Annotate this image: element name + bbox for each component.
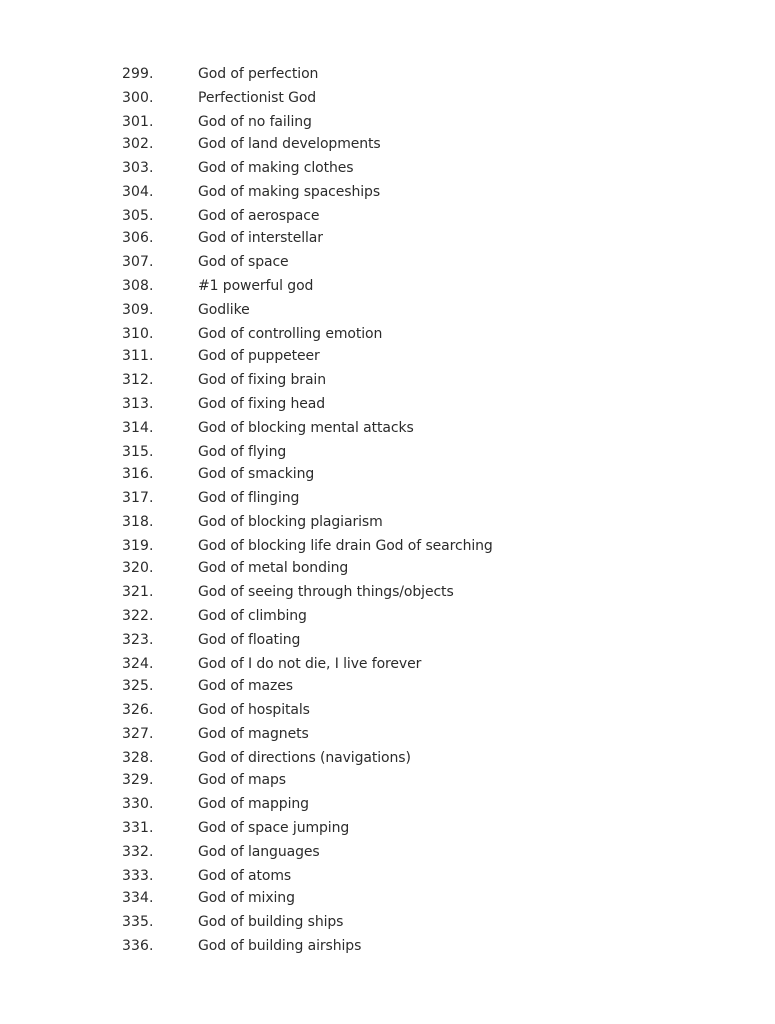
list-item bbox=[0, 866, 600, 886]
item-number: 331. bbox=[122, 820, 154, 836]
item-number: 312. bbox=[122, 372, 154, 388]
list-item bbox=[0, 252, 600, 272]
list-item bbox=[0, 418, 600, 438]
item-text: God of directions (navigations) bbox=[198, 750, 411, 766]
item-text: God of languages bbox=[198, 844, 320, 860]
list-item bbox=[0, 676, 600, 696]
list-item bbox=[0, 370, 600, 390]
item-text: God of space jumping bbox=[198, 820, 350, 836]
list-item bbox=[0, 134, 600, 154]
item-number: 309. bbox=[122, 302, 154, 318]
item-number: 314. bbox=[122, 420, 154, 436]
item-text: God of space bbox=[198, 254, 289, 270]
item-number: 327. bbox=[122, 726, 154, 742]
list-item bbox=[0, 888, 600, 908]
list-item bbox=[0, 912, 600, 932]
list-item bbox=[0, 228, 600, 248]
item-text: God of aerospace bbox=[198, 208, 320, 224]
list-item bbox=[0, 606, 600, 626]
item-text: God of flying bbox=[198, 444, 287, 460]
item-number: 330. bbox=[122, 796, 154, 812]
list-item bbox=[0, 936, 600, 956]
list-item bbox=[0, 464, 600, 484]
item-text: God of mapping bbox=[198, 796, 309, 812]
list-item bbox=[0, 724, 600, 744]
list-item bbox=[0, 488, 600, 508]
item-number: 310. bbox=[122, 326, 154, 342]
item-text: God of controlling emotion bbox=[198, 326, 383, 342]
item-text: God of floating bbox=[198, 632, 301, 648]
list-item bbox=[0, 88, 600, 108]
list-item bbox=[0, 582, 600, 602]
item-number: 323. bbox=[122, 632, 154, 648]
item-text: God of I do not die, I live forever bbox=[198, 656, 422, 672]
item-text: God of atoms bbox=[198, 868, 292, 884]
list-item bbox=[0, 276, 600, 296]
item-number: 311. bbox=[122, 348, 154, 364]
item-number: 333. bbox=[122, 868, 154, 884]
list-item bbox=[0, 630, 600, 650]
item-text: #1 powerful god bbox=[198, 278, 314, 294]
item-text: God of mazes bbox=[198, 678, 293, 694]
item-text: God of flinging bbox=[198, 490, 300, 506]
list-item bbox=[0, 346, 600, 366]
item-text: God of seeing through things/objects bbox=[198, 584, 454, 600]
list-item bbox=[0, 324, 600, 344]
item-number: 332. bbox=[122, 844, 154, 860]
item-number: 319. bbox=[122, 538, 154, 554]
list-item bbox=[0, 842, 600, 862]
item-text: God of making clothes bbox=[198, 160, 354, 176]
item-text: God of fixing brain bbox=[198, 372, 326, 388]
item-number: 320. bbox=[122, 560, 154, 576]
item-text: God of climbing bbox=[198, 608, 307, 624]
item-number: 300. bbox=[122, 90, 154, 106]
item-number: 307. bbox=[122, 254, 154, 270]
item-number: 299. bbox=[122, 66, 154, 82]
item-number: 321. bbox=[122, 584, 154, 600]
item-number: 336. bbox=[122, 938, 154, 954]
item-number: 318. bbox=[122, 514, 154, 530]
item-text: God of blocking mental attacks bbox=[198, 420, 414, 436]
list-item bbox=[0, 818, 600, 838]
list-item bbox=[0, 770, 600, 790]
item-text: God of magnets bbox=[198, 726, 309, 742]
list-item bbox=[0, 512, 600, 532]
item-number: 303. bbox=[122, 160, 154, 176]
item-number: 304. bbox=[122, 184, 154, 200]
item-number: 317. bbox=[122, 490, 154, 506]
item-text: God of no failing bbox=[198, 114, 312, 130]
item-text: God of interstellar bbox=[198, 230, 323, 246]
item-number: 322. bbox=[122, 608, 154, 624]
list-item bbox=[0, 654, 600, 674]
list-item bbox=[0, 558, 600, 578]
item-number: 313. bbox=[122, 396, 154, 412]
item-text: God of land developments bbox=[198, 136, 381, 152]
item-text: Perfectionist God bbox=[198, 90, 317, 106]
item-number: 324. bbox=[122, 656, 154, 672]
list-item bbox=[0, 206, 600, 226]
item-number: 329. bbox=[122, 772, 154, 788]
list-item bbox=[0, 300, 600, 320]
item-text: Godlike bbox=[198, 302, 250, 318]
item-text: God of maps bbox=[198, 772, 286, 788]
item-text: God of puppeteer bbox=[198, 348, 320, 364]
item-number: 308. bbox=[122, 278, 154, 294]
list-item bbox=[0, 158, 600, 178]
item-number: 335. bbox=[122, 914, 154, 930]
item-text: God of blocking plagiarism bbox=[198, 514, 383, 530]
item-number: 306. bbox=[122, 230, 154, 246]
item-number: 315. bbox=[122, 444, 154, 460]
item-number: 305. bbox=[122, 208, 154, 224]
item-number: 328. bbox=[122, 750, 154, 766]
item-number: 316. bbox=[122, 466, 154, 482]
list-item bbox=[0, 536, 600, 556]
list-item bbox=[0, 64, 600, 84]
item-text: God of mixing bbox=[198, 890, 295, 906]
item-text: God of perfection bbox=[198, 66, 319, 82]
list-item bbox=[0, 794, 600, 814]
item-text: God of smacking bbox=[198, 466, 315, 482]
list-item bbox=[0, 394, 600, 414]
list-item bbox=[0, 748, 600, 768]
list-item bbox=[0, 182, 600, 202]
list-item bbox=[0, 442, 600, 462]
item-text: God of hospitals bbox=[198, 702, 310, 718]
item-text: God of making spaceships bbox=[198, 184, 381, 200]
item-number: 302. bbox=[122, 136, 154, 152]
list-item bbox=[0, 112, 600, 132]
item-text: God of blocking life drain God of searching bbox=[198, 538, 493, 554]
item-text: God of building airships bbox=[198, 938, 362, 954]
item-number: 325. bbox=[122, 678, 154, 694]
item-number: 301. bbox=[122, 114, 154, 130]
item-number: 326. bbox=[122, 702, 154, 718]
item-text: God of fixing head bbox=[198, 396, 326, 412]
item-number: 334. bbox=[122, 890, 154, 906]
item-text: God of building ships bbox=[198, 914, 344, 930]
list-item bbox=[0, 700, 600, 720]
item-text: God of metal bonding bbox=[198, 560, 349, 576]
